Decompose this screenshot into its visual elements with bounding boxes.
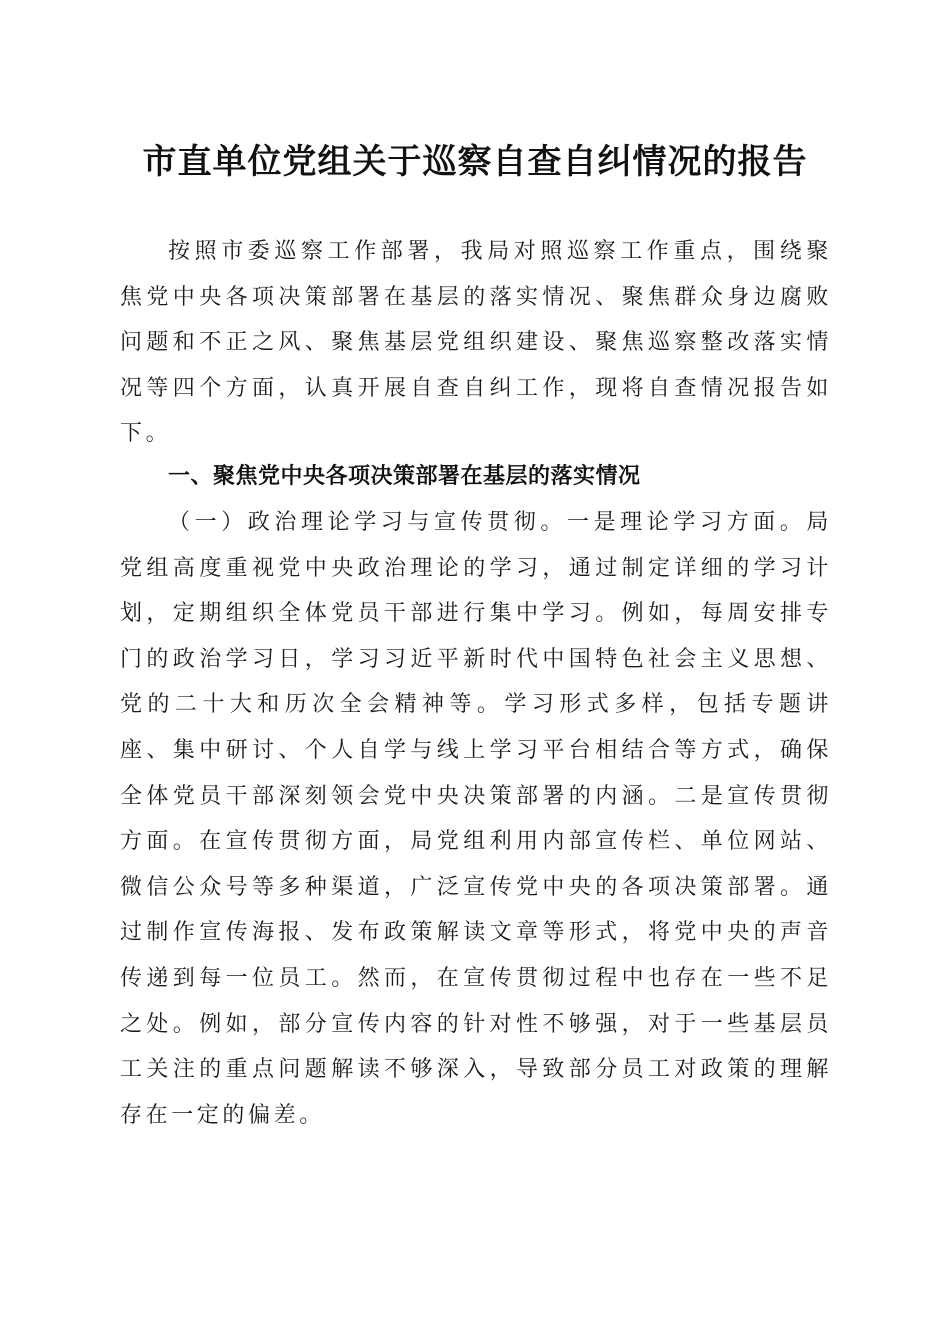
section-1-heading: 一、聚焦党中央各项决策部署在基层的落实情况 [168,464,641,489]
subsection-1-lead: （一）政治理论学习与宣传贯彻。 [168,510,567,535]
section-1-paragraph-1 [120,500,832,1138]
intro-paragraph: 按照市委巡察工作部署，我局对照巡察工作重点，围绕聚焦党中央各项决策部署在基层的落实情况、聚焦群众身边腐败问题和不正之风、聚焦基层党组织建设、聚焦巡察整改落实情况等四个方面，认真开展自查自纠工作，现将自查情况报告如下。 [120,239,832,447]
document-title: 市直单位党组关于巡察自查自纠情况的报告 [142,142,808,182]
subsection-1-body: 一是理论学习方面。局党组高度重视党中央政治理论的学习，通过制定详细的学习计划，定期组织全体党员干部进行集中学习。例如，每周安排专门的政治学习日，学习习近平新时代中国特色社会主义思想、党的二十大和历次全会精神等。学习形式多样，包括专题讲座、集中研讨、个人自学与线上学习平台相结合等方式，确保全体党员干部深刻领会党中央决策部署的内涵。二是宣传贯彻方面。在宣传贯彻方面，局党组利用内部宣传栏、单位网站、微信公众号等多种渠道，广泛宣传党中央的各项决策部署。通过制作宣传海报、发布政策解读文章等形式，将党中央的声音传递到每一位员工。然而，在宣传贯彻过程中也存在一些不足之处。例如，部分宣传内容的针对性不够强，对于一些基层员工关注的重点问题解读不够深入，导致部分员工对政策的理解存在一定的偏差。 [120,510,832,1128]
